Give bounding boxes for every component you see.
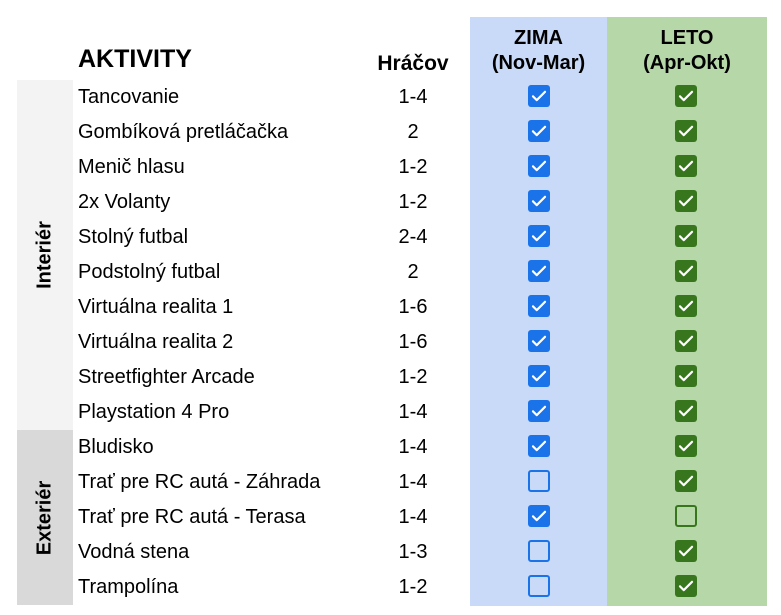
activity-name: Bludisko xyxy=(78,436,154,458)
players-count: 1-4 xyxy=(398,86,428,108)
activity-name: Virtuálna realita 2 xyxy=(78,331,234,353)
checkmark-icon xyxy=(677,542,695,560)
activity-name: Streetfighter Arcade xyxy=(78,366,255,388)
summer-checkbox[interactable] xyxy=(675,505,697,527)
activity-name: Menič hlasu xyxy=(78,156,185,178)
summer-checkbox[interactable] xyxy=(675,190,697,212)
players-count: 1-4 xyxy=(398,401,428,423)
table-row xyxy=(0,500,781,535)
activity-name: Tancovanie xyxy=(78,86,180,108)
checkmark-icon xyxy=(677,87,695,105)
header-players: Hráčov xyxy=(377,52,449,75)
winter-checkbox[interactable] xyxy=(528,120,550,142)
activity-name: Trampolína xyxy=(78,576,179,598)
activity-name: Virtuálna realita 1 xyxy=(78,296,234,318)
table-row xyxy=(0,395,781,430)
table-row xyxy=(0,220,781,255)
header-winter-range: (Nov-Mar) xyxy=(491,52,586,74)
checkmark-icon xyxy=(677,332,695,350)
checkmark-icon xyxy=(677,577,695,595)
winter-checkbox[interactable] xyxy=(528,190,550,212)
table-row xyxy=(0,255,781,290)
players-count: 1-6 xyxy=(398,296,428,318)
summer-checkbox[interactable] xyxy=(675,400,697,422)
activity-name: Vodná stena xyxy=(78,541,190,563)
checkmark-icon xyxy=(677,192,695,210)
checkmark-icon xyxy=(677,157,695,175)
checkmark-icon xyxy=(677,122,695,140)
players-count: 1-4 xyxy=(398,436,428,458)
winter-checkbox[interactable] xyxy=(528,400,550,422)
checkmark-icon xyxy=(677,472,695,490)
table-row xyxy=(0,535,781,570)
checkmark-icon xyxy=(677,227,695,245)
activity-name: Podstolný futbal xyxy=(78,261,221,283)
checkmark-icon xyxy=(530,297,548,315)
checkmark-icon xyxy=(677,437,695,455)
checkmark-icon xyxy=(530,332,548,350)
summer-checkbox[interactable] xyxy=(675,365,697,387)
checkmark-icon xyxy=(677,402,695,420)
winter-checkbox[interactable] xyxy=(528,575,550,597)
summer-checkbox[interactable] xyxy=(675,295,697,317)
winter-checkbox[interactable] xyxy=(528,295,550,317)
table-row xyxy=(0,185,781,220)
header-summer-title: LETO xyxy=(660,27,714,49)
summer-checkbox[interactable] xyxy=(675,540,697,562)
header-summer-range: (Apr-Okt) xyxy=(643,52,731,74)
activity-name: Playstation 4 Pro xyxy=(78,401,230,423)
table-row xyxy=(0,430,781,465)
header-summer xyxy=(607,26,767,76)
checkmark-icon xyxy=(677,297,695,315)
header-winter xyxy=(470,26,607,76)
players-count: 1-4 xyxy=(398,506,428,528)
players-count: 2 xyxy=(407,121,419,143)
summer-checkbox[interactable] xyxy=(675,435,697,457)
activity-table xyxy=(0,80,781,605)
activity-name: Trať pre RC autá - Záhrada xyxy=(78,471,321,493)
winter-checkbox[interactable] xyxy=(528,435,550,457)
checkmark-icon xyxy=(530,437,548,455)
players-count: 1-6 xyxy=(398,331,428,353)
checkmark-icon xyxy=(530,367,548,385)
header-activities: AKTIVITY xyxy=(78,45,192,73)
players-count: 1-2 xyxy=(398,191,428,213)
summer-checkbox[interactable] xyxy=(675,155,697,177)
activity-name: Gombíková pretláčačka xyxy=(78,121,289,143)
winter-checkbox[interactable] xyxy=(528,470,550,492)
players-count: 1-2 xyxy=(398,576,428,598)
players-count: 1-2 xyxy=(398,366,428,388)
activity-name: Trať pre RC autá - Terasa xyxy=(78,506,306,528)
players-count: 2-4 xyxy=(398,226,428,248)
table-row xyxy=(0,290,781,325)
players-count: 1-4 xyxy=(398,471,428,493)
summer-checkbox[interactable] xyxy=(675,330,697,352)
summer-checkbox[interactable] xyxy=(675,470,697,492)
winter-checkbox[interactable] xyxy=(528,365,550,387)
summer-checkbox[interactable] xyxy=(675,260,697,282)
players-count: 1-3 xyxy=(398,541,428,563)
winter-checkbox[interactable] xyxy=(528,85,550,107)
table-row xyxy=(0,360,781,395)
table-row xyxy=(0,570,781,605)
winter-checkbox[interactable] xyxy=(528,260,550,282)
table-row xyxy=(0,150,781,185)
checkmark-icon xyxy=(530,402,548,420)
checkmark-icon xyxy=(677,367,695,385)
table-row xyxy=(0,115,781,150)
activity-name: 2x Volanty xyxy=(78,191,171,213)
table-row xyxy=(0,80,781,115)
checkmark-icon xyxy=(530,87,548,105)
table-row xyxy=(0,465,781,500)
summer-checkbox[interactable] xyxy=(675,120,697,142)
winter-checkbox[interactable] xyxy=(528,155,550,177)
players-count: 2 xyxy=(407,261,419,283)
header-winter-title: ZIMA xyxy=(514,27,563,49)
checkmark-icon xyxy=(530,262,548,280)
checkmark-icon xyxy=(677,262,695,280)
winter-checkbox[interactable] xyxy=(528,505,550,527)
checkmark-icon xyxy=(530,157,548,175)
checkmark-icon xyxy=(530,227,548,245)
summer-checkbox[interactable] xyxy=(675,85,697,107)
checkmark-icon xyxy=(530,192,548,210)
summer-checkbox[interactable] xyxy=(675,225,697,247)
winter-checkbox[interactable] xyxy=(528,330,550,352)
group-exterior-label: Exteriér xyxy=(33,480,56,555)
checkmark-icon xyxy=(530,507,548,525)
players-count: 1-2 xyxy=(398,156,428,178)
winter-checkbox[interactable] xyxy=(528,225,550,247)
table-row xyxy=(0,325,781,360)
summer-checkbox[interactable] xyxy=(675,575,697,597)
checkmark-icon xyxy=(530,122,548,140)
activity-name: Stolný futbal xyxy=(78,226,189,248)
group-interior-label: Interiér xyxy=(33,221,56,289)
winter-checkbox[interactable] xyxy=(528,540,550,562)
